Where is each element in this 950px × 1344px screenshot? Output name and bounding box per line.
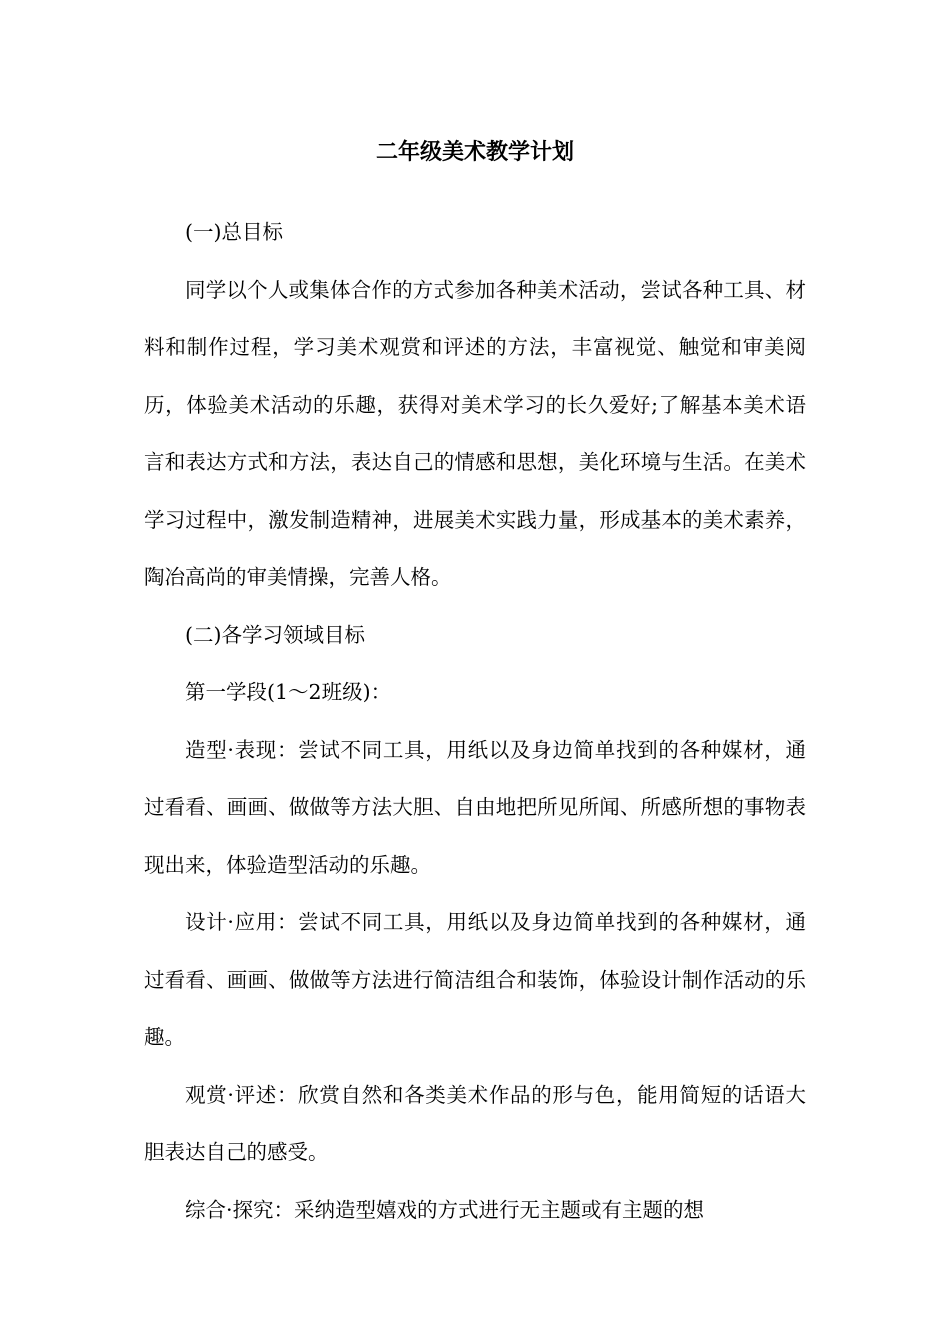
paragraph-modeling-expression: 造型·表现：尝试不同工具，用纸以及身边简单找到的各种媒材，通过看看、画画、做做等方法大胆、自由地把所见所闻、所感所想的事物表现出来，体验造型活动的乐趣。 — [144, 737, 806, 877]
subheading-first-stage: 第一学段(1～2班级)： — [185, 680, 392, 704]
section-heading-domain-goals: (二)各学习领域目标 — [185, 622, 365, 647]
document-title: 二年级美术教学计划 — [375, 140, 574, 165]
paragraph-design-application: 设计·应用：尝试不同工具，用纸以及身边简单找到的各种媒材，通过看看、画画、做做等方法进行简洁组合和装饰，体验设计制作活动的乐趣。 — [144, 910, 806, 1049]
document-body — [144, 204, 806, 1239]
paragraph-appreciation-review: 观赏·评述：欣赏自然和各类美术作品的形与色，能用简短的话语大胆表达自己的感受。 — [144, 1082, 806, 1164]
section-heading-overall-goal: (一)总目标 — [185, 220, 283, 244]
paragraph-overall-goal: 同学以个人或集体合作的方式参加各种美术活动，尝试各种工具、材料和制作过程，学习美术观赏和评述的方法，丰富视觉、触觉和审美阅历，体验美术活动的乐趣，获得对美术学习的长久爱好;了解基本美术语言和表达方式和方法，表达自己的情感和思想，美化环境与生活。在美术学习过程中，激发制造精神，进展美术实践力量，形成基本的美术素养，陶冶高尚的审美情操，完善人格。 — [144, 277, 806, 589]
paragraph-synthesis-exploration: 综合·探究：采纳造型嬉戏的方式进行无主题或有主题的想 — [185, 1197, 705, 1222]
